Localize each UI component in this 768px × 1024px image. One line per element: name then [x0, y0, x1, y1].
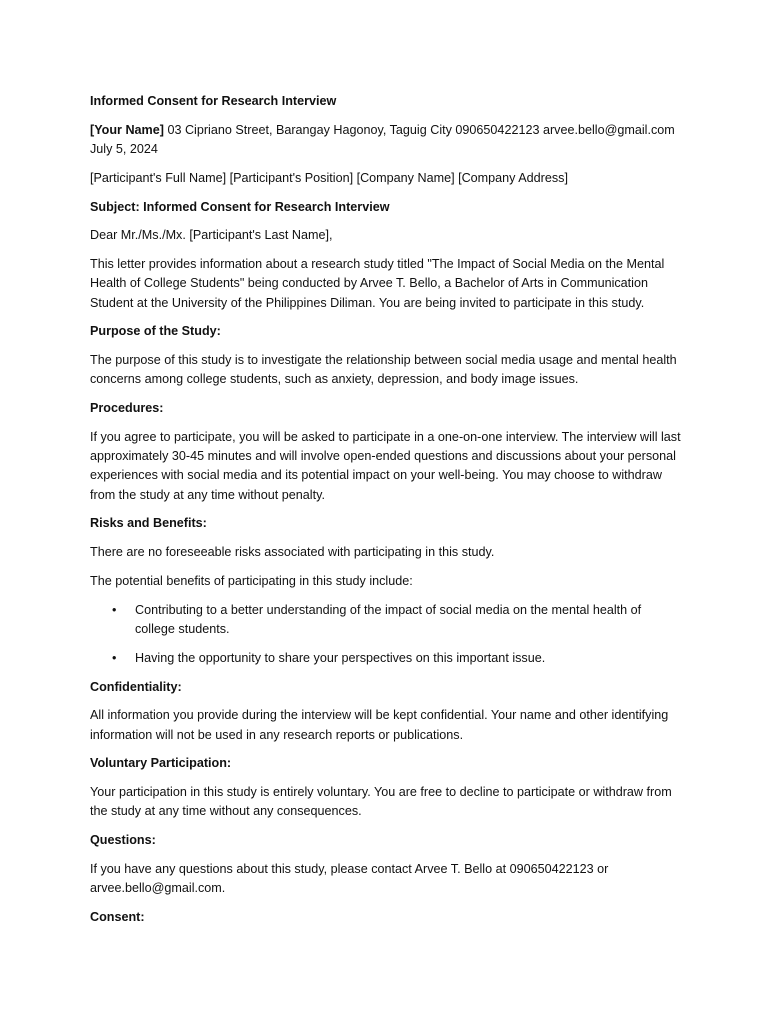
- list-item: [90, 601, 682, 639]
- sender-details: 03 Cipriano Street, Barangay Hagonoy, Taguig City 090650422123 arvee.bello@gmail.com: [163, 122, 675, 137]
- risks-paragraph: There are no foreseeable risks associated with participating in this study.: [90, 545, 495, 560]
- subject-line: Subject: Informed Consent for Research Interview: [90, 199, 390, 214]
- confidentiality-heading: Confidentiality:: [90, 679, 182, 694]
- bullet-icon: •: [112, 650, 117, 665]
- list-item-text: Having the opportunity to share your perspectives on this important issue.: [135, 650, 546, 665]
- recipient-block: [Participant's Full Name] [Participant's Position] [Company Name] [Company Address]: [90, 170, 568, 185]
- consent-heading: Consent:: [90, 909, 145, 924]
- purpose-heading: Purpose of the Study:: [90, 324, 221, 339]
- letter-date: July 5, 2024: [90, 142, 158, 156]
- benefits-list: [90, 601, 682, 668]
- voluntary-heading: Voluntary Participation:: [90, 756, 232, 771]
- sender-name: [Your Name]: [90, 122, 164, 137]
- benefits-intro: The potential benefits of participating in this study include:: [90, 573, 413, 588]
- salutation: Dear Mr./Ms./Mx. [Participant's Last Name],: [90, 228, 333, 243]
- bullet-icon: •: [112, 602, 117, 617]
- document-title: Informed Consent for Research Interview: [90, 94, 337, 108]
- risks-benefits-heading: Risks and Benefits:: [90, 516, 207, 531]
- questions-paragraph: If you have any questions about this study, please contact Arvee T. Bello at 090650422123 or arvee.bello@gmail.com.: [90, 861, 609, 896]
- sender-block: [90, 121, 682, 159]
- voluntary-paragraph: Your participation in this study is entirely voluntary. You are free to decline to participate or withdraw from the study at any time without any consequences.: [90, 785, 672, 819]
- procedures-heading: Procedures:: [90, 401, 164, 416]
- list-item-text: Contributing to a better understanding of the impact of social media on the mental health of college students.: [135, 602, 642, 636]
- procedures-paragraph: If you agree to participate, you will be asked to participate in a one-on-one interview. The interview will last approximately 30-45 minutes and will involve open-ended questions and discussions about your personal experiences with social media and its potential impact on your well-being. You may choose to withdraw from the study at any time without penalty.: [90, 429, 681, 502]
- list-item: [90, 649, 682, 668]
- questions-heading: Questions:: [90, 833, 156, 848]
- confidentiality-paragraph: All information you provide during the interview will be kept confidential. Your name and other identifying information will not be used in any research reports or publications.: [90, 708, 669, 742]
- purpose-paragraph: The purpose of this study is to investigate the relationship between social media usage and mental health concerns among college students, such as anxiety, depression, and body image issues.: [90, 353, 677, 387]
- document-page: [90, 92, 682, 937]
- intro-paragraph: This letter provides information about a research study titled "The Impact of Social Media on the Mental Health of College Students" being conducted by Arvee T. Bello, a Bachelor of Arts in Communication Student at the University of the Philippines Diliman. You are being invited to participate in this study.: [90, 257, 665, 310]
